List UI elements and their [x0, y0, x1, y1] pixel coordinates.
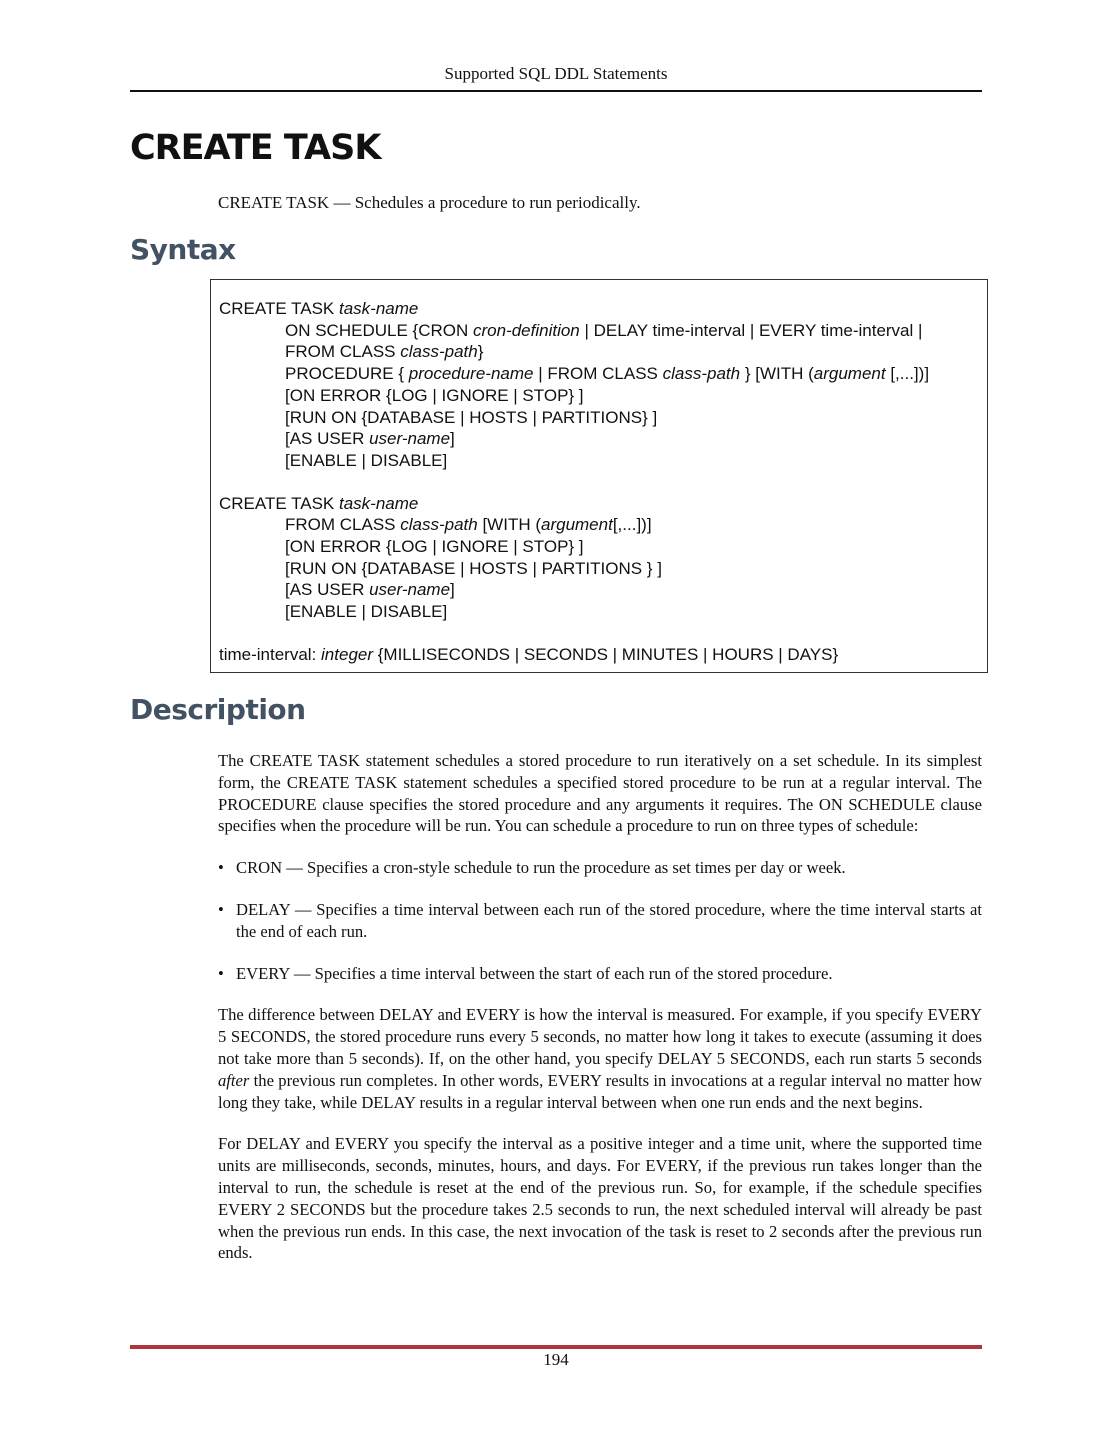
- list-item: • DELAY — Specifies a time interval between each run of the stored procedure, where the time interval starts at the end of each run.: [218, 899, 982, 943]
- text-segment: [AS USER: [285, 429, 370, 449]
- placeholder-term: task-name: [338, 299, 419, 318]
- blank-line: [211, 472, 987, 493]
- syntax-line: [211, 363, 987, 385]
- text-segment: [ON ERROR {LOG | IGNORE | STOP} ]: [285, 537, 584, 557]
- footer-rule: [130, 1345, 982, 1349]
- syntax-line: [211, 493, 987, 515]
- text-segment: the previous run completes. In other words, EVERY results in invocations at a regular interval no matter how long they take, while DELAY results in a regular interval between when one run ends and the next begins.: [218, 1070, 982, 1112]
- text-segment: CREATE TASK: [219, 493, 339, 513]
- text-segment: [ON ERROR {LOG | IGNORE | STOP} ]: [285, 385, 584, 405]
- syntax-line: [211, 428, 987, 450]
- text-segment: The difference between DELAY and EVERY is how the interval is measured. For example, if you specify EVERY 5 SECONDS, the stored procedure runs every 5 seconds, no matter how long it takes to execute (assuming it does not take more than 5 seconds). If, on the other hand, you specify DELAY 5 SECONDS, each run starts 5 seconds: [218, 1005, 982, 1068]
- text-segment: [ENABLE | DISABLE]: [285, 450, 448, 470]
- placeholder-term: after: [218, 1070, 250, 1090]
- syntax-line: [211, 298, 987, 320]
- tagline: CREATE TASK — Schedules a procedure to run periodically.: [218, 193, 641, 212]
- text-segment: ]: [450, 580, 455, 600]
- syntax-line: [211, 341, 987, 363]
- text-segment: | FROM CLASS: [533, 364, 663, 384]
- text-segment: For DELAY and EVERY you specify the interval as a positive integer and a time unit, where the supported time units are milliseconds, seconds, minutes, hours, and days. For EVERY, if the previous run takes longer than the interval to run, the schedule is reset at the end of the previous run. So, for example, if the schedule specifies EVERY 2 SECONDS but the procedure takes 2.5 seconds to run, the next scheduled interval will already be past when the previous run ends. In this case, the next invocation of the task is reset to 2 seconds after the previous run ends.: [218, 1134, 982, 1263]
- running-header: Supported SQL DDL Statements: [444, 64, 668, 83]
- text-segment: [AS USER: [285, 580, 370, 600]
- list-item: • CRON — Specifies a cron-style schedule to run the procedure as set times per day or week.: [218, 857, 982, 879]
- placeholder-term: task-name: [338, 493, 419, 513]
- placeholder-term: user-name: [369, 580, 451, 600]
- text-segment: ON SCHEDULE {CRON: [285, 320, 473, 340]
- text-segment: }: [477, 342, 484, 362]
- syntax-line: [211, 536, 987, 558]
- syntax-box: [210, 279, 988, 673]
- syntax-line: [211, 601, 987, 623]
- placeholder-term: class-path: [400, 515, 478, 535]
- syntax-line: [211, 644, 987, 666]
- text-segment: time-interval:: [219, 644, 322, 664]
- text-segment: PROCEDURE {: [285, 364, 409, 384]
- description-heading: Description: [130, 693, 306, 726]
- text-segment: [RUN ON {DATABASE | HOSTS | PARTITIONS} ]: [285, 407, 658, 427]
- text-segment: [,...])]: [612, 515, 652, 535]
- text-segment: [WITH (: [477, 515, 541, 535]
- placeholder-term: argument: [541, 515, 613, 535]
- text-segment: [RUN ON {DATABASE | HOSTS | PARTITIONS } ]: [285, 558, 662, 578]
- text-segment: [,...])]: [885, 364, 930, 384]
- syntax-line: [211, 579, 987, 601]
- placeholder-term: class-path: [400, 342, 478, 362]
- text-segment: {MILLISECONDS | SECONDS | MINUTES | HOURS | DAYS}: [373, 644, 839, 664]
- description-paragraph: [218, 1004, 982, 1113]
- blank-line: [211, 623, 987, 644]
- placeholder-term: cron-definition: [472, 320, 580, 340]
- text-segment: | DELAY time-interval | EVERY time-interval |: [579, 320, 923, 340]
- syntax-line: [211, 558, 987, 580]
- description-paragraph: [218, 1133, 982, 1264]
- text-segment: The CREATE TASK statement schedules a stored procedure to run iteratively on a set schedule. In its simplest form, the CREATE TASK statement schedules a specified stored procedure to be run at a regular interval. The PROCEDURE clause specifies the stored procedure and any arguments it requires. The ON SCHEDULE clause specifies when the procedure will be run. You can schedule a procedure to run on three types of schedule:: [218, 751, 982, 836]
- placeholder-term: procedure-name: [408, 364, 534, 384]
- placeholder-term: user-name: [369, 429, 451, 449]
- page-title: CREATE TASK: [130, 128, 381, 168]
- text-segment: CREATE TASK: [219, 299, 339, 318]
- text-segment: ]: [450, 429, 455, 449]
- syntax-line: [211, 320, 987, 342]
- list-item: • EVERY — Specifies a time interval between the start of each run of the stored procedure.: [218, 963, 982, 985]
- text-segment: } [WITH (: [740, 364, 814, 384]
- syntax-line: [211, 385, 987, 407]
- page-number: 194: [543, 1350, 569, 1369]
- text-segment: FROM CLASS: [285, 515, 401, 535]
- placeholder-term: argument: [813, 364, 886, 384]
- syntax-line: [211, 407, 987, 429]
- placeholder-term: integer: [321, 644, 374, 664]
- text-segment: FROM CLASS: [285, 342, 401, 362]
- syntax-heading: Syntax: [130, 233, 236, 266]
- header-rule: [130, 90, 982, 92]
- syntax-line: [211, 450, 987, 472]
- syntax-line: [211, 514, 987, 536]
- text-segment: [ENABLE | DISABLE]: [285, 602, 448, 622]
- schedule-type-list: [218, 857, 982, 984]
- placeholder-term: class-path: [662, 364, 741, 384]
- description-paragraph: [218, 750, 982, 837]
- description-body: [218, 750, 982, 1284]
